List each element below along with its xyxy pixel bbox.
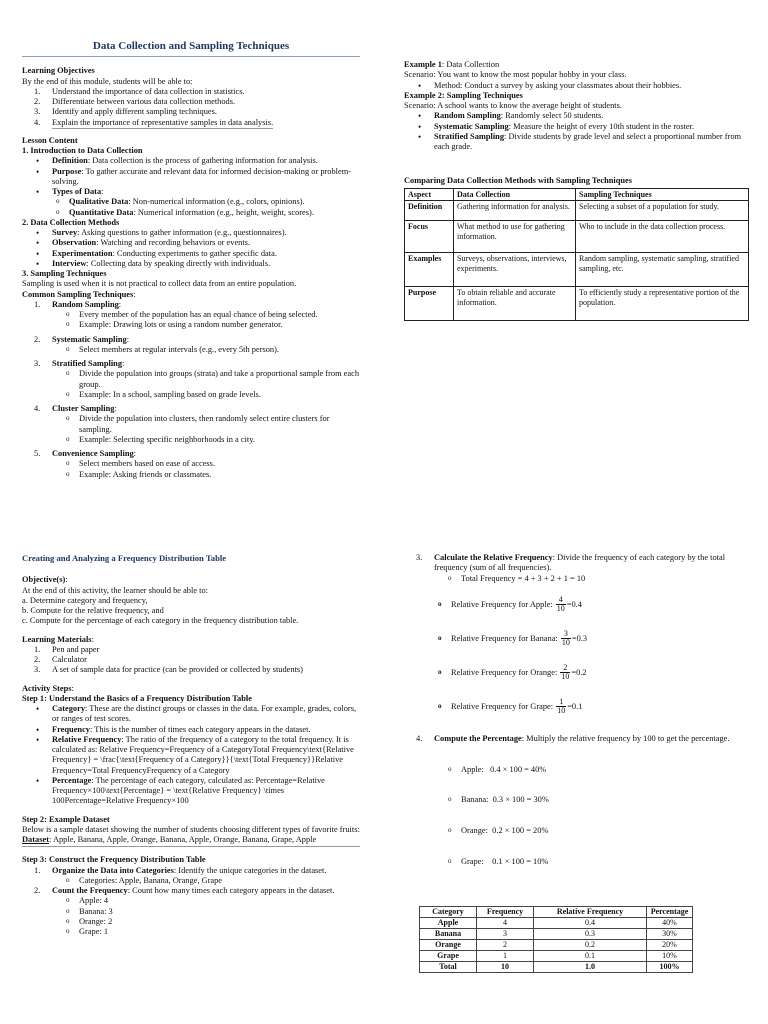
methods-list (22, 228, 360, 269)
objective-item: 3. Identify and apply different sampling techniques. (34, 107, 217, 117)
step-number: 3. (416, 553, 423, 562)
term: Compute the Percentage (434, 733, 522, 743)
term: Relative Frequency (52, 734, 122, 744)
step3-list (22, 866, 360, 938)
term: Organize the Data into Categories (52, 865, 174, 875)
term-text: : Collecting data by speaking directly with individuals. (86, 258, 271, 268)
list-item (22, 776, 360, 807)
technique-sublist (22, 310, 360, 331)
document-title: Data Collection and Sampling Techniques (22, 40, 360, 57)
material-item: 2. Calculator (34, 655, 87, 665)
table-row (405, 253, 749, 287)
rel-result: =0.1 (567, 701, 583, 711)
table-header-cell: Category (420, 906, 477, 917)
table-cell: Selecting a subset of a population for study. (576, 201, 749, 221)
table-cell: 40% (647, 917, 693, 928)
sub-item: o Divide the population into clusters, then randomly select entire clusters for sampling. (22, 414, 360, 435)
table-cell: 0.1 (534, 950, 647, 961)
term-text: : Measure the height of every 10th student in the roster. (508, 121, 695, 131)
numerator: 4 (556, 596, 566, 605)
table-cell: 4 (477, 917, 534, 928)
table-row (405, 287, 749, 321)
sub-item: o Banana: 3 (22, 907, 360, 917)
technique-name: Stratified Sampling (52, 359, 123, 369)
table-cell: 100% (647, 961, 693, 972)
sub-item: o Apple: 0.4 × 100 = 40% (404, 765, 748, 775)
objective-item: 1. Understand the importance of data collection in statistics. (34, 86, 245, 96)
sub-item: o Apple: 4 (22, 896, 360, 906)
relative-frequency-orange (404, 656, 748, 690)
fraction (560, 664, 570, 681)
objective-text: Understand the importance of data collection in statistics. (52, 86, 245, 96)
term: Count the Frequency (52, 886, 128, 896)
frequency-section-title: Creating and Analyzing a Frequency Distribution Table (22, 553, 227, 563)
term: Percentage (52, 775, 92, 785)
list-item (22, 197, 360, 207)
term-text: : The ratio of the frequency of a category to the total frequency. It is calculated as: Relative Frequency=Frequency of a CategoryTotal Frequency\text{Relative Frequency} = \frac{\text{Frequency of a Category}}{\text{Total Frequency}}Relative Frequency=Total FrequencyFrequency of a Category (52, 734, 354, 775)
objective-item: 2. Differentiate between various data collection methods. (34, 97, 236, 107)
methods-heading: 2. Data Collection Methods (22, 217, 120, 227)
dataset-text: : Apple, Banana, Apple, Orange, Banana, Apple, Orange, Banana, Grape, Apple (48, 835, 317, 845)
example1-heading-rest: : Data Collection (441, 60, 500, 69)
comparison-caption: Comparing Data Collection Methods with Sampling Techniques (404, 176, 633, 186)
dataset-label: Dataset (22, 835, 49, 845)
step2-heading: Step 2: Example Dataset (22, 814, 110, 824)
intro-heading: 1. Introduction to Data Collection (22, 146, 143, 156)
sub-item: o Select members based on ease of access. (22, 459, 360, 469)
objective-text: Differentiate between various data collection methods. (52, 97, 236, 107)
term: Survey (52, 228, 78, 238)
table-cell: 1 (477, 950, 534, 961)
table-cell: To obtain reliable and accurate information. (454, 287, 576, 321)
techniques-list (22, 300, 360, 480)
table-cell: 0.4 (534, 917, 647, 928)
term-text: : These are the distinct groups or classes in the data. For example, grades, colors, or ranges of test scores. (52, 704, 357, 724)
example1-scenario: Scenario: You want to know the most popular hobby in your class. (404, 70, 627, 80)
table-cell: What method to use for gathering information. (454, 221, 576, 253)
term-text: : (101, 187, 104, 197)
term: Experimentation (52, 248, 113, 258)
denominator: 10 (557, 706, 566, 716)
example1-list (404, 81, 748, 91)
objective-line: a. Determine category and frequency, (22, 595, 148, 605)
term: Stratified Sampling (434, 131, 505, 141)
table-cell: Total (420, 961, 477, 972)
example2-heading-rest: : Sampling Techniques (441, 90, 523, 100)
table-cell: 10% (647, 950, 693, 961)
sub-item: o Orange: 2 (22, 917, 360, 927)
objective-text: Identify and apply different sampling techniques. (52, 107, 217, 117)
term-text: : This is the number of times each category appears in the dataset. (90, 724, 311, 734)
numerator: 2 (560, 664, 570, 673)
step3-item (404, 553, 748, 574)
sub-item: o Example: Asking friends or classmates. (22, 470, 360, 480)
table-cell: Gathering information for analysis. (454, 201, 576, 221)
sub-item: o Orange: 0.2 × 100 = 20% (404, 826, 748, 836)
term: Random Sampling (434, 111, 501, 121)
example1-method: • Method: Conduct a survey by asking your classmates about their hobbies. (404, 81, 748, 91)
table-row (405, 201, 749, 221)
examples-column (404, 60, 748, 321)
example2-scenario: Scenario: A school wants to know the average height of students. (404, 101, 622, 110)
rel-label: o Relative Frequency for Banana: (451, 633, 558, 643)
term: Calculate the Relative Frequency (434, 553, 553, 562)
objective-item: 4. Explain the importance of representative samples in data analysis. (34, 117, 274, 127)
table-row-total (420, 961, 693, 972)
table-row (420, 950, 693, 961)
term-text: : Identify the unique categories in the dataset. (173, 865, 327, 875)
term-text: : To gather accurate and relevant data for informed decision-making or problem-solving. (52, 166, 352, 186)
step3-sublist (22, 876, 360, 886)
numerator: 1 (556, 698, 566, 707)
technique-sublist (22, 459, 360, 480)
total-frequency-list (404, 574, 748, 584)
table-cell: 0.2 (534, 939, 647, 950)
relative-frequency-banana (404, 622, 748, 656)
rel-result: =0.2 (571, 667, 587, 677)
denominator: 10 (561, 672, 570, 682)
term-text: : Non-numerical information (e.g., colors, opinions). (128, 197, 305, 207)
comparison-table (404, 188, 749, 322)
sub-item: o Example: Drawing lots or using a random number generator. (22, 320, 360, 330)
colon: : (91, 634, 94, 644)
table-header-cell: Percentage (647, 906, 693, 917)
table-cell: 3 (477, 928, 534, 939)
step3-item (22, 866, 360, 887)
term-text: : Divide the frequency of each category by the total frequency (sum of all frequencies). (434, 553, 726, 573)
term: Qualitative Data (69, 197, 129, 207)
step3-item (404, 734, 748, 888)
material-item: 1. Pen and paper (34, 644, 100, 654)
term-text: : Data collection is the process of gathering information for analysis. (87, 156, 318, 166)
table-cell: 20% (647, 939, 693, 950)
percentage-sublist (404, 744, 748, 888)
frequency-column-right (404, 553, 748, 973)
list-item (22, 167, 360, 188)
technique-sublist (22, 369, 360, 400)
common-heading: Common Sampling Techniques (22, 289, 134, 299)
technique-item: 5. Convenience Sampling: o Select members based on ease of access. o Example: Asking friends or classmates. (22, 449, 360, 480)
term: Systematic Sampling (434, 121, 509, 131)
technique-name: Random Sampling (52, 299, 119, 309)
list-item (22, 208, 360, 218)
table-row (405, 221, 749, 253)
denominator: 10 (561, 638, 570, 648)
table-cell: 30% (647, 928, 693, 939)
table-header-cell: Frequency (477, 906, 534, 917)
table-header-row (420, 906, 693, 917)
term: Definition (52, 156, 88, 166)
step-number: 2. (34, 886, 41, 896)
technique-number: 5. (34, 449, 41, 459)
table-cell: Definition (405, 201, 454, 221)
table-cell: 0.3 (534, 928, 647, 939)
table-cell: Who to include in the data collection process. (576, 221, 749, 253)
relative-frequency-grape (404, 690, 748, 724)
technique-item: 2. Systematic Sampling: o Select members at regular intervals (e.g., every 5th person). (22, 335, 360, 356)
rel-label: o Relative Frequency for Apple: (451, 599, 553, 609)
technique-item: 4. Cluster Sampling: o Divide the population into clusters, then randomly select entire clusters for sampling. o Example: Selecting specific neighborhoods in a city. (22, 404, 360, 445)
types-sublist (22, 197, 360, 218)
step3-sublist (22, 896, 360, 937)
step3-item (22, 886, 360, 937)
step1-list (22, 704, 360, 807)
table-cell: Random sampling, systematic sampling, stratified sampling, etc. (576, 253, 749, 287)
sampling-heading: 3. Sampling Techniques (22, 269, 107, 279)
term: Types of Data (52, 187, 102, 197)
intro-list (22, 156, 360, 218)
sub-item: o Example: Selecting specific neighborhoods in a city. (22, 435, 360, 445)
sub-item: o Every member of the population has an equal chance of being selected. (22, 310, 360, 320)
list-item (22, 187, 360, 218)
table-cell: Apple (420, 917, 477, 928)
table-cell: 10 (477, 961, 534, 972)
colon: : (133, 289, 136, 299)
fraction (556, 596, 566, 613)
technique-sublist (22, 414, 360, 445)
relative-frequency-apple (404, 588, 748, 622)
sub-item: o Categories: Apple, Banana, Orange, Grape (22, 876, 360, 886)
lesson-content-heading: Lesson Content (22, 135, 78, 145)
sub-item: o Example: In a school, sampling based on grade levels. (22, 390, 360, 400)
list-item (22, 228, 360, 238)
list-item (22, 735, 360, 776)
technique-item: 3. Stratified Sampling: o Divide the population into groups (strata) and take a proportional sample from each group. o Example: In a school, sampling based on grade levels. (22, 359, 360, 400)
table-cell: Orange (420, 939, 477, 950)
term-text: : Count how many times each category appears in the dataset. (127, 886, 335, 896)
term-text: : Asking questions to gather information (e.g., questionnaires). (77, 228, 287, 238)
step-number: 4. (416, 733, 423, 743)
table-cell: Grape (420, 950, 477, 961)
technique-name: Convenience Sampling (52, 449, 134, 459)
table-header-row (405, 188, 749, 201)
material-text: Pen and paper (52, 644, 100, 654)
sub-item: o Divide the population into groups (strata) and take a proportional sample from each group. (22, 369, 360, 390)
technique-name: Cluster Sampling (52, 404, 115, 414)
list-item (22, 238, 360, 248)
learning-objectives-intro: By the end of this module, students will be able to: (22, 76, 193, 86)
table-cell: Purpose (405, 287, 454, 321)
table-cell: Examples (405, 253, 454, 287)
table-row (420, 939, 693, 950)
list-item (404, 111, 748, 121)
rel-result: =0.3 (571, 633, 588, 643)
step1-heading: Step 1: Understand the Basics of a Frequency Distribution Table (22, 693, 252, 703)
term-text: : Divide students by grade level and select a proportional number from each grade. (434, 131, 742, 151)
colon: : (71, 683, 74, 693)
step2-text: Below is a sample dataset showing the number of students choosing different types of favorite fruits: (22, 824, 360, 834)
sub-item: o Banana: 0.3 × 100 = 30% (404, 795, 748, 805)
table-cell: Focus (405, 221, 454, 253)
technique-sublist (22, 345, 360, 355)
numerator: 3 (561, 630, 571, 639)
list-item (404, 122, 748, 132)
table-header-cell: Sampling Techniques (576, 188, 749, 201)
list-item (22, 249, 360, 259)
material-text: Calculator (52, 655, 87, 665)
objective-text: Explain the importance of representative samples in data analysis. (52, 117, 274, 127)
technique-number: 2. (34, 334, 41, 344)
list-item (22, 704, 360, 725)
table-header-cell: Relative Frequency (534, 906, 647, 917)
material-item: 3. A set of sample data for practice (can be provided or collected by students) (34, 665, 303, 675)
activity-heading: Activity Steps (22, 683, 72, 693)
example2-heading: Example 2 (404, 90, 442, 100)
term: Quantitative Data (69, 207, 134, 217)
sampling-intro: Sampling is used when it is not practical to collect data from an entire population. (22, 279, 297, 289)
term-text: : The percentage of each category, calculated as: Percentage=Relative Frequency×100\text{Percentage} = \text{Relative Frequency} \times 100Percentage=Relative Frequency×100 (52, 775, 325, 806)
term-text: : Randomly select 50 students. (500, 111, 604, 121)
table-row (420, 917, 693, 928)
term: Interview (52, 258, 87, 268)
frequency-table (419, 906, 693, 973)
table-cell: 1.0 (534, 961, 647, 972)
step3-continued-list (404, 734, 748, 888)
sub-item: o Select members at regular intervals (e.g., every 5th person). (22, 345, 360, 355)
table-cell: 2 (477, 939, 534, 950)
learning-objectives-list (22, 87, 360, 128)
objective-line: c. Compute for the percentage of each category in the frequency distribution table. (22, 616, 299, 626)
rel-label: o Relative Frequency for Grape: (451, 701, 554, 711)
fraction (561, 630, 571, 647)
materials-heading: Learning Materials (22, 634, 92, 644)
list-item (22, 725, 360, 735)
sub-item: o Grape: 0.1 × 100 = 10% (404, 857, 748, 867)
objectives-intro: At the end of this activity, the learner should be able to: (22, 585, 208, 595)
objectives-heading: Objective(s) (22, 575, 66, 585)
material-text: A set of sample data for practice (can be provided or collected by students) (52, 665, 303, 675)
learning-objectives-heading: Learning Objectives (22, 66, 95, 76)
colon: : (65, 575, 68, 585)
sub-item: o Grape: 1 (22, 927, 360, 937)
fraction (556, 698, 566, 715)
technique-number: 4. (34, 404, 41, 414)
frequency-column-left (22, 553, 360, 937)
step3-heading: Step 3: Construct the Frequency Distribution Table (22, 855, 206, 865)
table-cell: To efficiently study a representative portion of the population. (576, 287, 749, 321)
objective-line: b. Compute for the relative frequency, and (22, 606, 164, 616)
technique-number: 1. (34, 299, 41, 309)
list-item (22, 156, 360, 166)
table-row (420, 928, 693, 939)
term-text: : Watching and recording behaviors or events. (96, 238, 251, 248)
list-item (22, 259, 360, 269)
rel-result: =0.4 (566, 599, 582, 609)
term: Frequency (52, 724, 90, 734)
example2-list (404, 111, 748, 152)
total-frequency: o Total Frequency = 4 + 3 + 2 + 1 = 10 (404, 574, 748, 584)
term-text: : Numerical information (e.g., height, weight, scores). (133, 207, 314, 217)
technique-name: Systematic Sampling (52, 334, 127, 344)
term-text: : Multiply the relative frequency by 100 to get the percentage. (521, 733, 730, 743)
rel-label: o Relative Frequency for Orange: (451, 667, 558, 677)
term-text: : Conducting experiments to gather specific data. (112, 248, 277, 258)
term: Purpose (52, 166, 82, 176)
lesson-column (22, 40, 360, 480)
table-header-cell: Aspect (405, 188, 454, 201)
term: Category (52, 704, 86, 714)
table-cell: Surveys, observations, interviews, experiments. (454, 253, 576, 287)
table-header-cell: Data Collection (454, 188, 576, 201)
term: Observation (52, 238, 97, 248)
step3-continued-list (404, 553, 748, 574)
denominator: 10 (556, 604, 565, 614)
table-cell: Banana (420, 928, 477, 939)
example1-heading: Example 1 (404, 60, 442, 69)
technique-item: 1. Random Sampling: o Every member of the population has an equal chance of being selected. o Example: Drawing lots or using a random number generator. (22, 300, 360, 331)
step-number: 1. (34, 865, 41, 875)
technique-number: 3. (34, 359, 41, 369)
materials-list (22, 645, 360, 676)
list-item (404, 132, 748, 153)
